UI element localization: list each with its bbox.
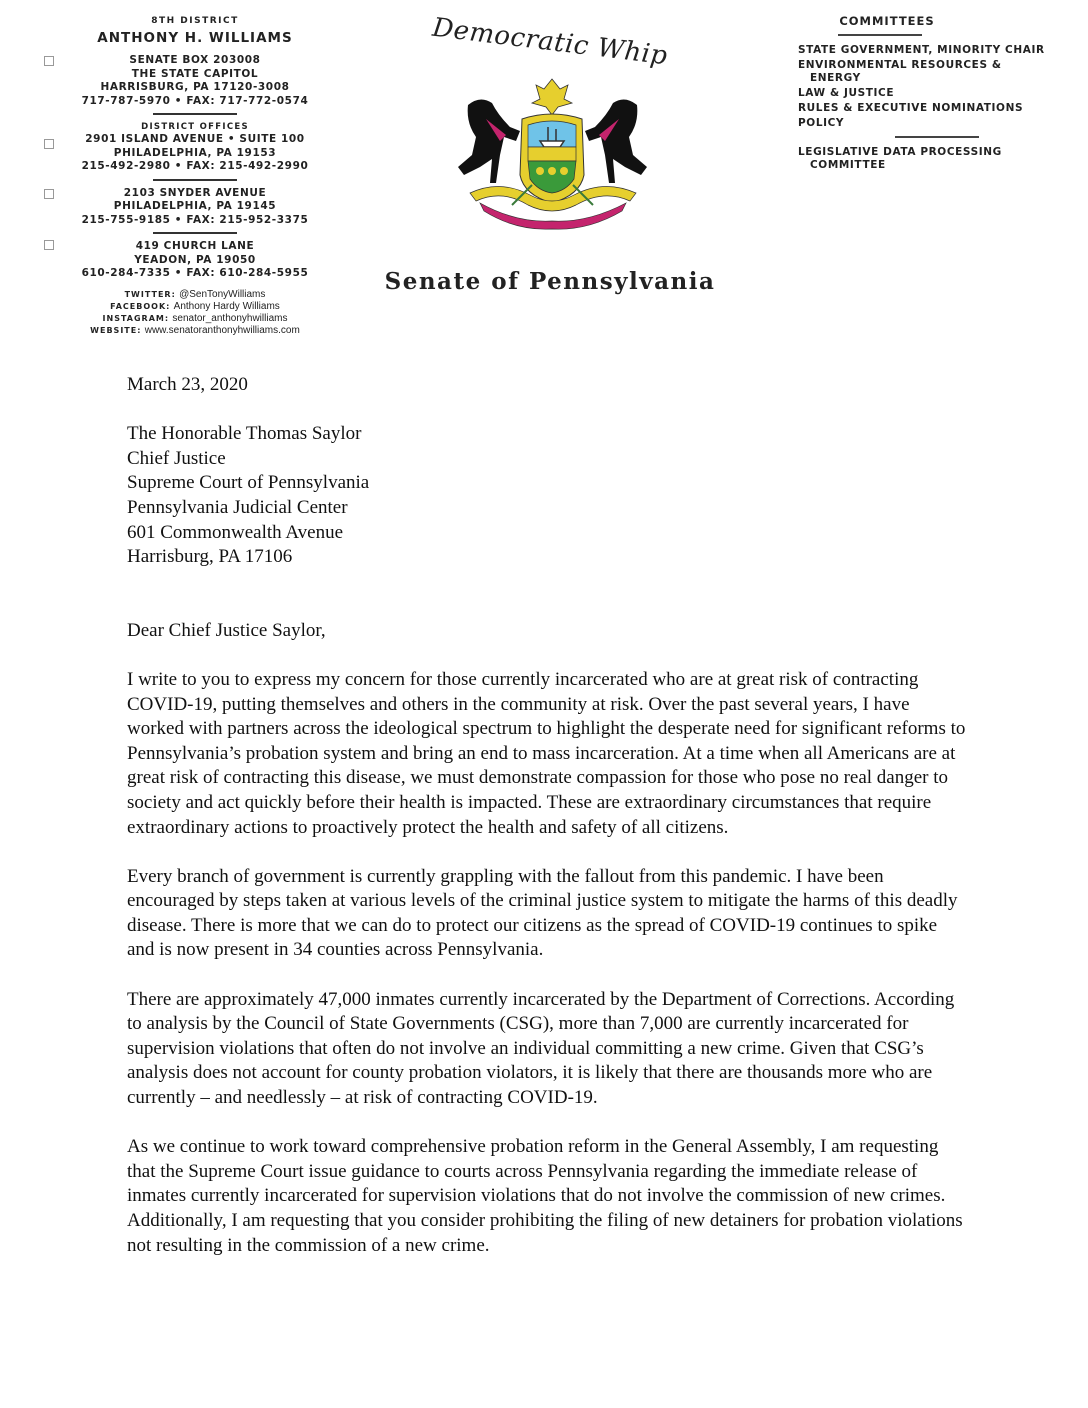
address-line: 419 CHURCH LANE <box>135 240 255 252</box>
democratic-whip-title: Democratic Whip <box>430 12 670 72</box>
senator-name: ANTHONY H. WILLIAMS <box>97 30 293 46</box>
phone-fax-line: 215-492-2980 • FAX: 215-492-2990 <box>81 160 309 172</box>
pennsylvania-coat-of-arms-icon <box>440 75 665 230</box>
capitol-office <box>60 54 330 108</box>
district-offices-label: DISTRICT OFFICES <box>141 122 249 132</box>
divider <box>153 179 237 181</box>
social-instagram: INSTAGRAM: senator_anthonyhwilliams <box>102 312 288 324</box>
committee-item: ENVIRONMENTAL RESOURCES & ENERGY <box>798 59 1002 84</box>
body-paragraph: As we continue to work toward comprehensive probation reform in the General Assembly, I am requesting that the Supreme Court issue guidance to courts across Pennsylvania regarding the immediate release of inmates currently incarcerated for supervision violations that do not involve the commission of new crimes. Additionally, I am requesting that you consider prohibiting the filing of new detainers for probation violations not resulting in the commission of a new crime. <box>127 1136 963 1256</box>
letterhead-emblem <box>380 12 720 305</box>
address-line: 601 Commonwealth Avenue <box>127 521 344 543</box>
address-line: YEADON, PA 19050 <box>134 253 256 266</box>
address-line: Chief Justice <box>127 447 226 469</box>
social-facebook: FACEBOOK: Anthony Hardy Williams <box>110 300 280 312</box>
instagram-handle: senator_anthonyhwilliams <box>172 312 288 324</box>
office-checkbox-island-ave <box>44 139 54 149</box>
office-checkbox-snyder-ave <box>44 189 54 199</box>
social-twitter: TWITTER: @SenTonyWilliams <box>124 288 266 300</box>
recipient-address <box>127 422 967 570</box>
committee-item: LAW & JUSTICE <box>798 87 895 99</box>
district-office-1 <box>60 133 330 174</box>
address-line: PHILADELPHIA, PA 19153 <box>113 146 277 159</box>
office-checkbox-church-lane <box>44 240 54 250</box>
address-line: PHILADELPHIA, PA 19145 <box>113 200 277 212</box>
website-url: www.senatoranthonyhwilliams.com <box>144 324 300 336</box>
district-office-2 <box>60 187 330 228</box>
address-line: SENATE BOX 203008 <box>129 54 261 66</box>
salutation: Dear Chief Justice Saylor, <box>127 619 326 641</box>
phone-fax-line: 717-787-5970 • FAX: 717-772-0574 <box>81 94 309 107</box>
district-label: 8TH DISTRICT <box>151 16 239 26</box>
senate-of-pennsylvania-title: Senate of Pennsylvania <box>384 268 716 295</box>
address-line: Supreme Court of Pennsylvania <box>127 472 370 494</box>
address-line: The Honorable Thomas Saylor <box>127 423 362 445</box>
twitter-handle: @SenTonyWilliams <box>179 288 266 300</box>
divider <box>153 113 237 115</box>
committees-heading: COMMITTEES <box>839 14 935 28</box>
letter-body <box>127 373 967 1283</box>
facebook-name: Anthony Hardy Williams <box>173 300 280 312</box>
body-paragraph: Every branch of government is currently grappling with the fallout from this pandemic. I have been encouraged by steps taken at various levels of the criminal justice system to mitigate the harms of this deadly disease. There is more that we can do to protect our citizens as the spread of COVID-19 continues to spike and is now present in 34 counties across Pennsylvania. <box>127 865 958 961</box>
phone-fax-line: 610-284-7335 • FAX: 610-284-5955 <box>81 267 309 279</box>
committee-item: STATE GOVERNMENT, MINORITY CHAIR <box>798 44 1045 56</box>
divider <box>838 34 922 36</box>
committee-item: RULES & EXECUTIVE NOMINATIONS <box>798 102 1024 114</box>
office-checkbox-capitol <box>44 56 54 66</box>
letter-date: March 23, 2020 <box>127 374 248 395</box>
divider <box>895 136 979 138</box>
committee-item-other: LEGISLATIVE DATA PROCESSING COMMITTEE <box>798 146 1002 171</box>
address-line: Pennsylvania Judicial Center <box>127 496 348 518</box>
address-line: THE STATE CAPITOL <box>131 67 259 80</box>
address-line: 2901 ISLAND AVENUE • SUITE 100 <box>85 133 305 145</box>
address-line: HARRISBURG, PA 17120-3008 <box>100 81 290 93</box>
body-paragraph: I write to you to express my concern for those currently incarcerated who are at great risk of contracting COVID-19, putting themselves and others in the community at risk. Over the past several years, I have worked with partners across the ideological spectrum to highlight the desperate need for significant reforms to Pennsylvania’s probation system and bring an end to mass incarceration. At a time when all Americans are at great risk of contracting this disease, we must demonstrate compassion for those who pose no real danger to society and act quickly before their health is impacted. These are extraordinary circumstances that require extraordinary actions to proactively protect the health and safety of all citizens. <box>127 668 966 838</box>
body-paragraph: There are approximately 47,000 inmates currently incarcerated by the Department of Corrections. According to analysis by the Council of State Governments (CSG), more than 7,000 are currently incarcerated for supervision violations that often do not involve an individual committing a new crime. Given that CSG’s analysis does not account for county probation violators, it is likely that there are thousands more who are currently – and needlessly – at risk of contracting COVID-19. <box>127 988 955 1109</box>
letterhead-committees <box>798 14 1068 174</box>
phone-fax-line: 215-755-9185 • FAX: 215-952-3375 <box>81 213 309 226</box>
social-website: WEBSITE: www.senatoranthonyhwilliams.com <box>90 324 300 336</box>
address-line: 2103 SNYDER AVENUE <box>123 186 267 199</box>
divider <box>153 232 237 234</box>
social-links <box>60 289 330 337</box>
committee-item: POLICY <box>798 117 845 129</box>
address-line: Harrisburg, PA 17106 <box>127 546 293 568</box>
district-office-3 <box>60 240 330 281</box>
letterhead-senator-info <box>60 14 330 337</box>
